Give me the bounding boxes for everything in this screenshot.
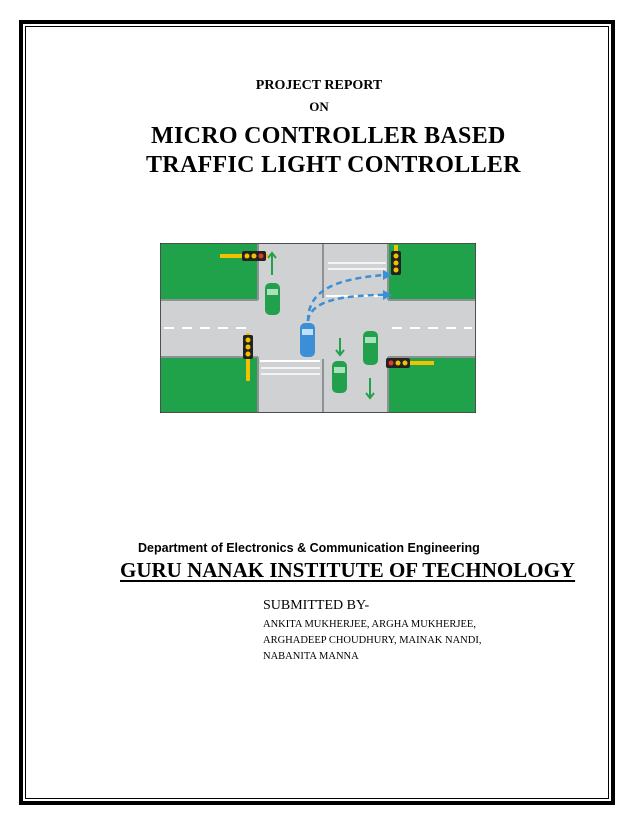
department-name: Department of Electronics & Communication Engineering <box>138 541 480 555</box>
project-title-line-2: TRAFFIC LIGHT CONTROLLER <box>146 152 521 178</box>
grass-bottom-left <box>161 358 258 412</box>
car-green-top <box>265 283 280 315</box>
submitted-by-label: SUBMITTED BY- <box>263 598 370 613</box>
members-line-2: ARGHADEEP CHOUDHURY, MAINAK NANDI, <box>263 635 482 646</box>
traffic-intersection-illustration <box>160 243 476 413</box>
grass-top-right <box>388 244 475 299</box>
report-label: PROJECT REPORT <box>255 78 383 93</box>
team-members <box>263 617 523 665</box>
car-blue-center <box>300 323 315 357</box>
institute-name: GURU NANAK INSTITUTE OF TECHNOLOGY <box>120 558 576 582</box>
members-line-1: ANKITA MUKHERJEE, ARGHA MUKHERJEE, <box>263 619 476 630</box>
project-title-line-1: MICRO CONTROLLER BASED <box>151 123 506 149</box>
car-green-bottom <box>332 361 347 393</box>
car-green-right <box>363 331 378 365</box>
members-line-3: NABANITA MANNA <box>263 651 359 662</box>
on-label: ON <box>309 99 329 114</box>
